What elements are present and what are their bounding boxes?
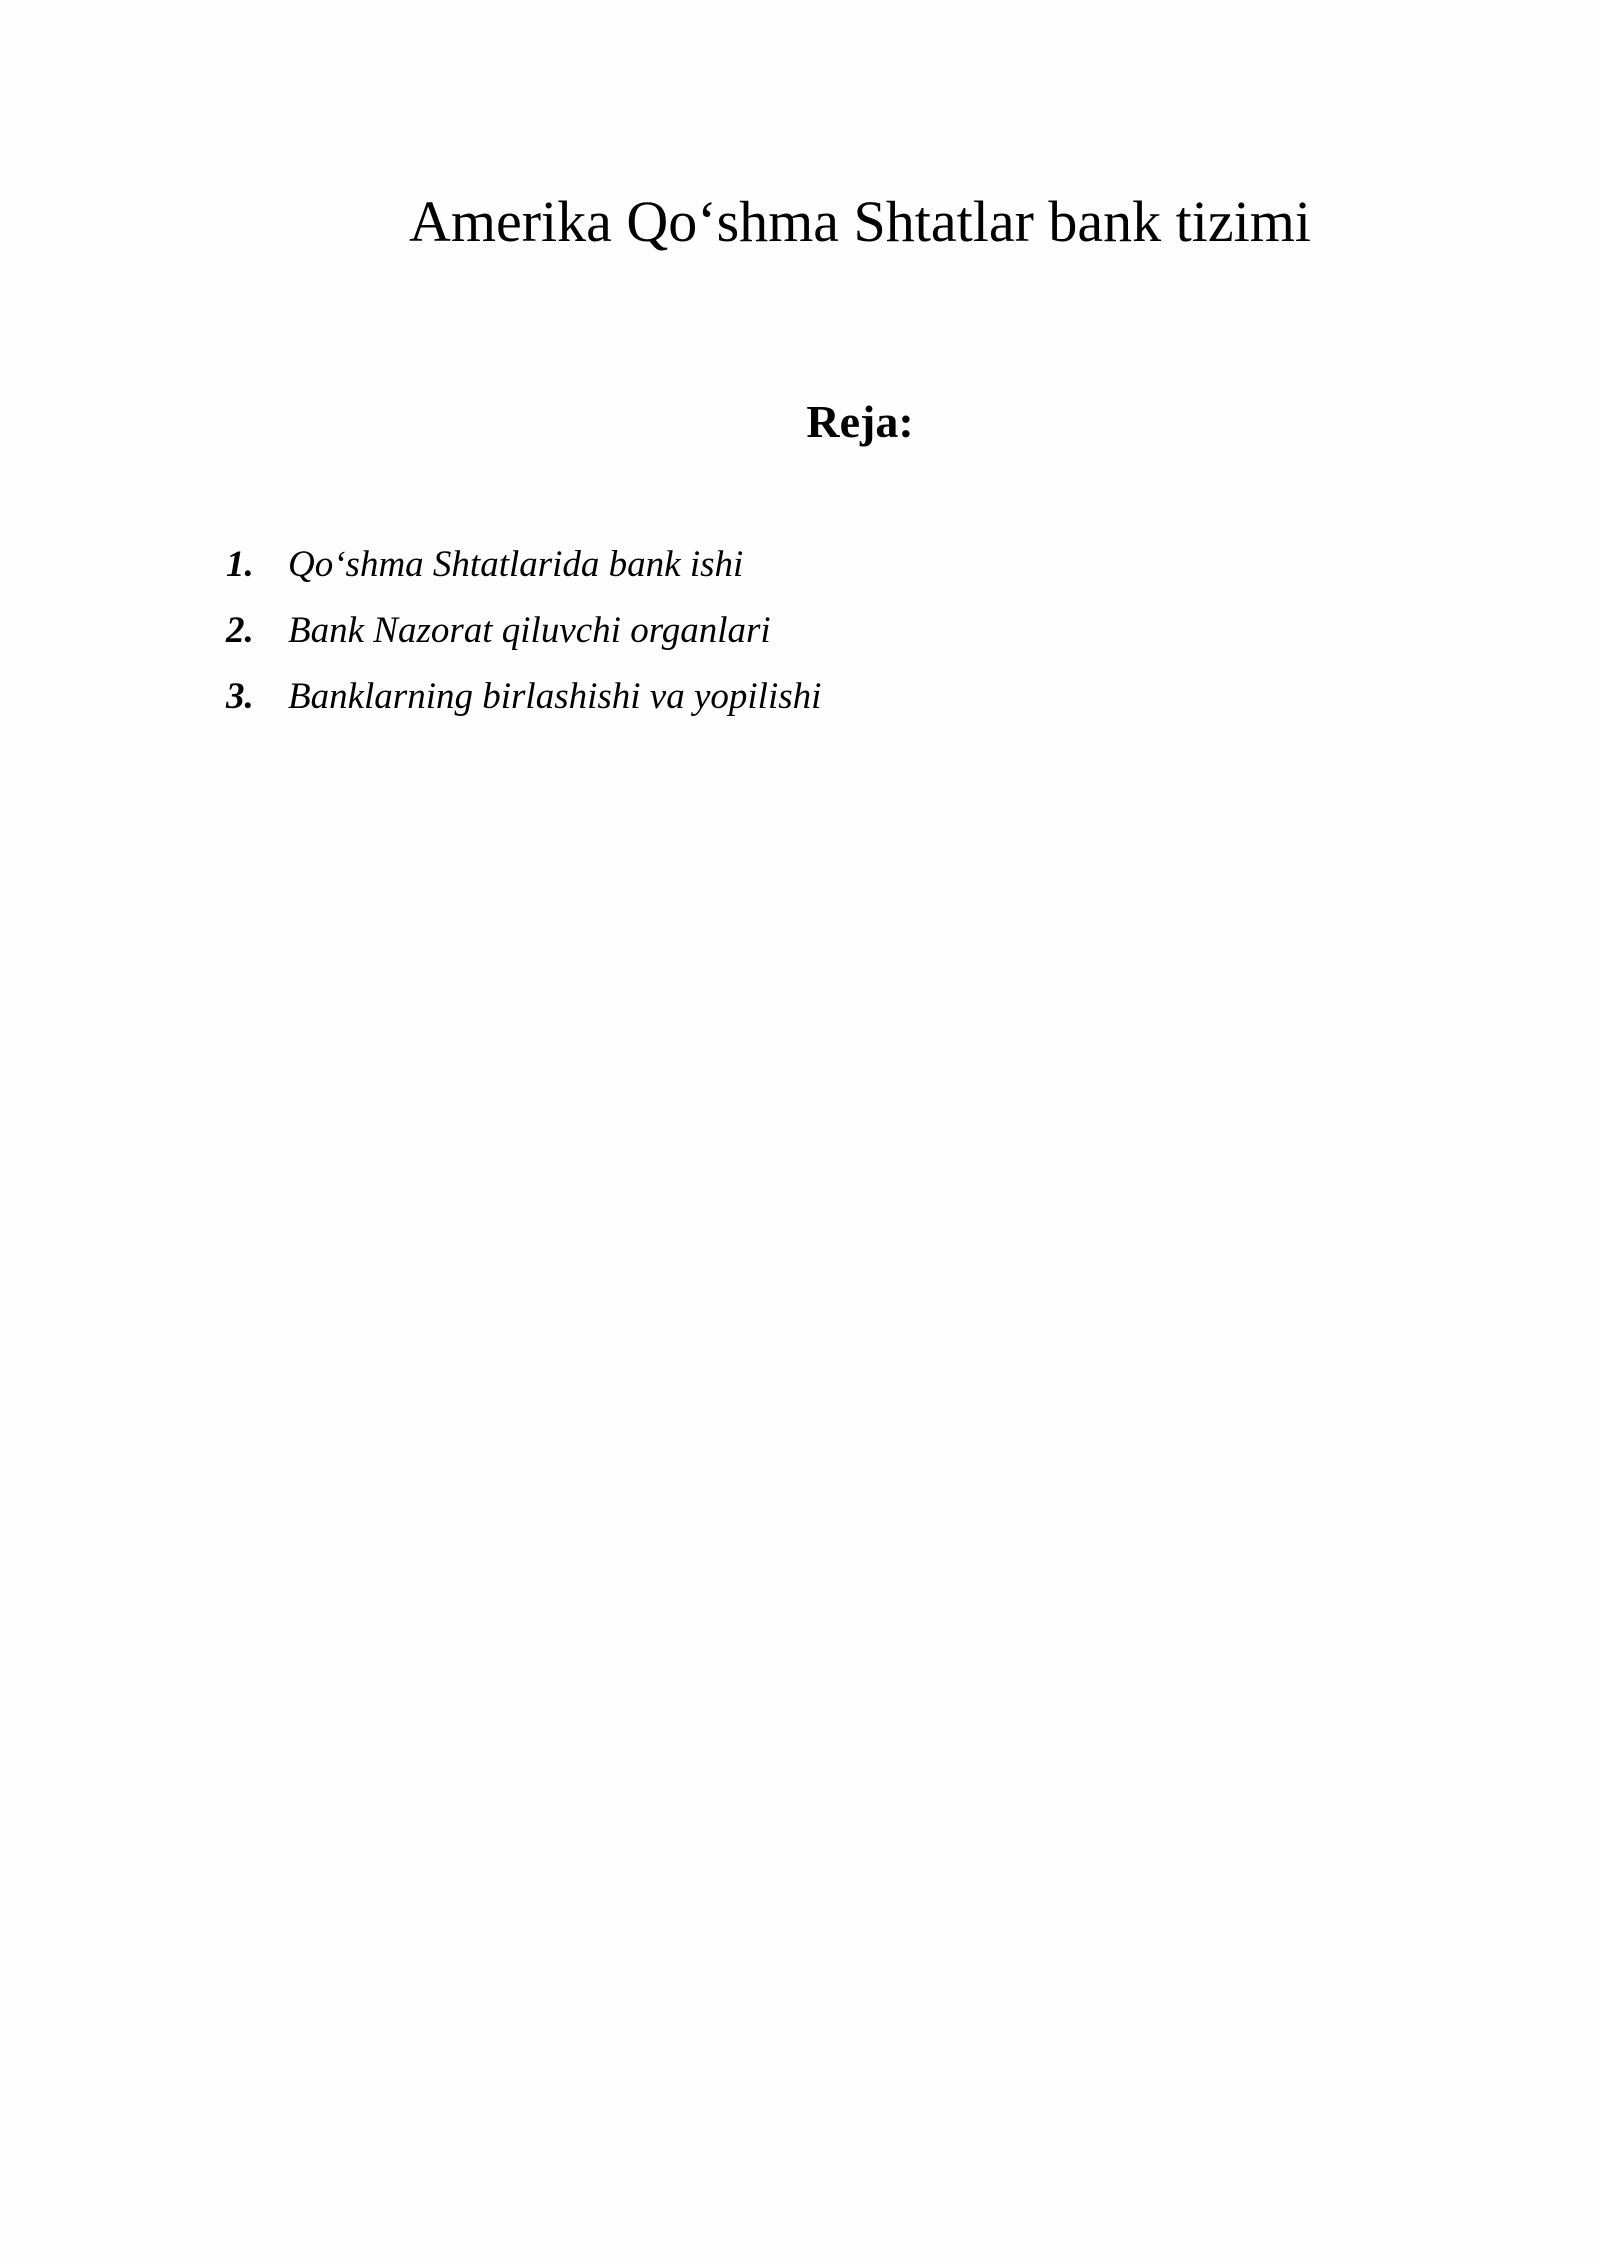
plan-item-text: Qo‘shma Shtatlarida bank ishi [288,544,744,585]
plan-item-number: 1. [226,544,254,585]
plan-item [226,532,821,598]
plan-item-text: Bank Nazorat qiluvchi organlari [288,610,771,651]
plan-item-number: 2. [226,610,254,651]
document-title: Amerika Qo‘shma Shtatlar bank tizimi [408,188,1311,254]
plan-item [226,598,821,664]
plan-item-number: 3. [226,676,254,717]
plan-list [226,532,821,730]
plan-heading: Reja: [806,396,914,447]
plan-item [226,664,821,730]
plan-item-text: Banklarning birlashishi va yopilishi [288,676,822,717]
